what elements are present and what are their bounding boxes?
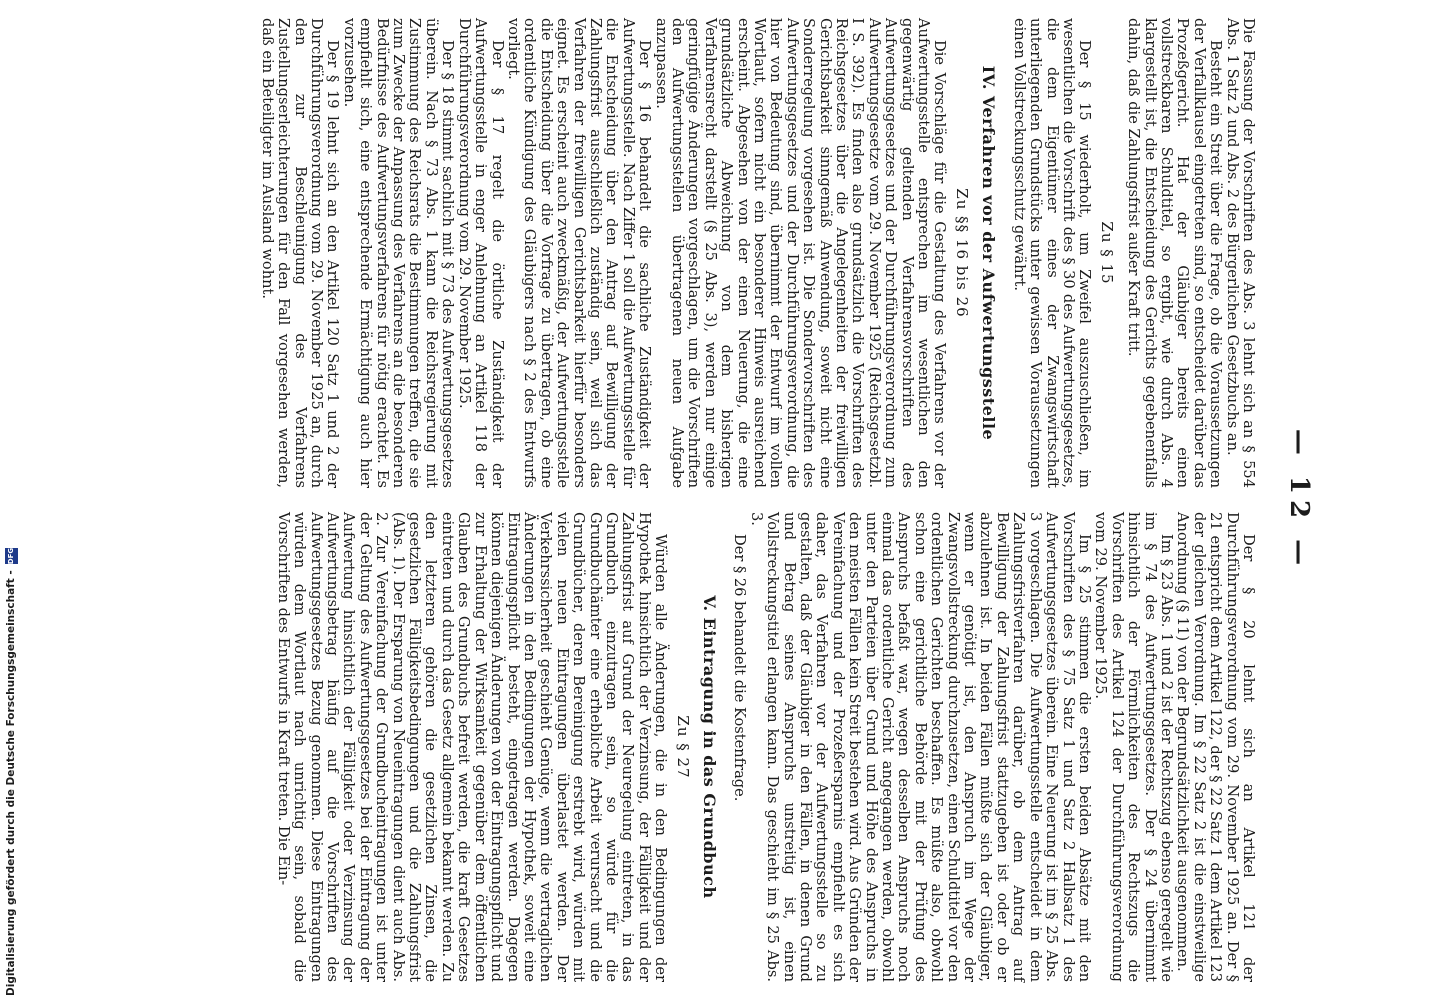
section-heading: IV. Verfahren vor der Aufwertungsstelle [979, 65, 999, 441]
section-subheading: Zu § 27 [673, 715, 692, 779]
rotated-page [117, 0, 1342, 1000]
paragraph: Die Vorschläge für die Gestaltung des Verfahrens vor der Aufwertungsstelle entsprechen im wesentlichen den gegenwärtig geltenden Verfahrensvorschriften des Aufwertungsgesetzes und der Durchführungsverordnung zum Aufwertungsgesetze vom 29. November 1925 (Reichsgesetzbl. I S. 392). Es finden also grundsätzlich die Vorschriften des Reichsgesetzes über die Angelegenheiten der freiwilligen Gerichtsbarkeit sinngemäß Anwendung, soweit nicht eine Sonderregelung vorgesehen ist. Die Sondervorschriften des Aufwertungsgesetzes und der Durchführungsverordnung, die hier von Bedeutung sind, übernimmt der Entwurf im vollen Wortlaut, sofern nicht ein besonderer Hinweis ausreichend erscheint. Abgesehen von der einen Neuerung, die eine grundsätzliche Abweichung von dem bisherigen Verfahrensrecht darstellt (§ 25 Abs. 3), werden nur einige geringfügige Änderungen vorgeschlagen, um die Vorschriften den Aufwertungsstellen übertragenen neuen Aufgabe anzupassen. [652, 18, 949, 488]
digitization-footer [0, 0, 22, 1000]
paragraph: Der § 20 lehnt sich an Artikel 121 der Durchführungsverordnung vom 29. November 1925 an. Der § 21 entspricht dem Artikel 122, der § 22 Satz 1 dem Artikel 123 der gleichen Verordnung. Im § 22 Satz 2 ist die einstweilige Anordnung (§ 11) von der Begrundsätzlichkeit ausgenommen. [1174, 512, 1257, 982]
left-column [258, 18, 1256, 488]
paragraph: Der § 18 stimmt sachlich mit § 73 des Aufwertungsgesetzes überein. Nach § 73 Abs. 1 kann die Reichsregierung mit Zustimmung des Reichsrats die Bestimmungen treffen, die sie zum Zwecke der Anpassung des Verfahrens an die besonderen Bedürfnisse des Aufwertungsverfahrens für nötig erachtet. Es empfiehlt sich, eine entsprechende Ermächtigung auch hier vorzusehen. [340, 18, 457, 488]
page-number: — 12 — [1284, 428, 1314, 572]
paragraph: Der § 19 lehnt sich an den Artikel 120 Satz 1 und 2 der Durchführungsverordnung vom 29. November 1925 an, durch den zur Beschleunigung des Verfahrens Zustellungserleichterungen für den Fall vorgesehen werden, daß ein Beteiligter im Ausland wohnt. [258, 18, 342, 488]
dfg-logo: DFG [5, 548, 18, 564]
paragraph: Der § 26 behandelt die Kostenfrage. [731, 534, 749, 802]
section-subheading: Zu §§ 16 bis 26 [952, 188, 971, 318]
paragraph: Im § 25 stimmen die ersten beiden Absätze mit den Vorschriften des § 75 Satz 1 und Satz 2 Halbsatz 1 des Aufwertungsgesetzes überein. Eine Neuerung ist im § 25 Abs. 3 vorgeschlagen. Die Aufwertungsstelle entscheidet in dem Zahlungsfristverfahren darüber, ob dem Antrag auf Bewilligung der Zahlungsfrist stattzugeben ist oder ob er abzulehnen ist. In beiden Fällen müßte sich der Gläubiger, wenn er genötigt ist, den Anspruch im Wege der Zwangsvollstreckung durchzusetzen, einen Schuldtitel vor den ordentlichen Gerichten beschaffen. Es müßte also, obwohl schon eine gerichtliche Behörde mit der Prüfung des Anspruchs befaßt war, wegen desselben Anspruchs noch einmal das ordentliche Gericht angegangen werden, obwohl unter den Parteien über Grund und Höhe des Anspruchs in den meisten Fällen kein Streit bestehen wird. Aus Gründen der Vereinfachung und der Prozeßersparnis empfiehlt es sich daher, das Verfahren vor der Aufwertungsstelle so zu gestalten, daß der Gläubiger in den Fällen, in denen Grund und Betrag seines Anspruchs unstreitig ist, einen Vollstreckungstitel erlangen kann. Das geschieht im § 25 Abs. 3. [747, 512, 1093, 982]
paragraph: Der § 15 wiederholt, um Zweifel auszuschließen, im wesentlichen die Vorschrift des § 30 des Aufwertungsgesetzes, die dem Eigentümer eines der Zwangswirtschaft unterliegenden Grundstücks unter gewissen Voraussetzungen einen Vollstreckungsschutz gewährt. [1010, 18, 1094, 488]
paragraph: Würden alle Änderungen, die in den Bedingungen der Hypothek hinsichtlich der Verzinsung, der Fälligkeit und der Zahlungsfrist auf Grund der Neuregelung eintreten, in das Grundbuch einzutragen sein, so würde für die Grundbuchämter eine erhebliche Arbeit verursacht und die Grundbücher, deren Bereinigung erstrebt wird, würden mit vielen neuen Eintragungen überlastet werden. Der Verkehrssicherheit geschieht Genüge, wenn die vertraglichen Änderungen in den Bedingungen der Hypothek, soweit eine Eintragungspflicht besteht, eingetragen werden. Dagegen können diejenigen Änderungen von der Eintragungspflicht und zur Erhaltung der Wirksamkeit gegenüber dem öffentlichen Glauben des Grundbuchs befreit werden, die kraft Gesetzes eintreten und durch das Gesetz allgemein bekannt werden. Zu den letzteren gehören die gesetzlichen Zinsen, die gesetzlichen Fälligkeitsbedingungen und die Zahlungsfrist (Abs. 1). Der Ersparung von Neueintragungen dient auch Abs. 2. Zur Vereinfachung der Grundbucheintragungen ist unter der Geltung des Aufwertungsgesetzes bei der Eintragung der Aufwertung hinsichtlich der Fälligkeit oder Verzinsung der Aufwertungsbetrag häufig auf die Vorschriften des Aufwertungsgesetzes Bezug genommen. Diese Eintragungen würden dem Wortlaut nach unrichtig sein, sobald die Vorschriften des Entwurfs in Kraft treten. Die Ein- [274, 512, 670, 982]
paragraph: Im § 23 Abs. 1 und 2 ist der Rechtszug ebenso geregelt wie im § 74 des Aufwertungsgesetzes. Der § 24 übernimmt hinsichtlich der Förmlichkeiten des Rechtszugs die Vorschriften des Artikel 124 der Durchführungsverordnung vom 29. November 1925. [1092, 512, 1175, 982]
paragraph: Der § 17 regelt die örtliche Zuständigkeit der Aufwertungsstelle in enger Anlehnung an Artikel 118 der Durchführungsverordnung vom 29. November 1925. [455, 18, 506, 488]
section-heading: V. Eintragung in das Grundbuch [700, 595, 719, 899]
footer-text: Digitalisierung gefördert durch die Deutsche Forschungsgemeinschaft - [5, 570, 17, 996]
section-subheading: Zu § 15 [1097, 221, 1116, 285]
paragraph: Besteht ein Streit über die Frage, ob die Voraussetzungen der Verfallklausel eingetreten sind, so entscheidet darüber das Prozeßgericht. Hat der Gläubiger bereits einen vollstreckbaren Schuldtitel, so ergibt, wie durch Abs. 4 klargestellt ist, die Entscheidung des Gerichts gegebenenfalls dahin, daß die Zahlungsfrist außer Kraft tritt. [1125, 18, 1225, 488]
paragraph: Die Fassung der Vorschriften des Abs. 3 lehnt sich an § 554 Abs. 1 Satz 2 und Abs. 2 des Bürgerlichen Gesetzbuchs an. [1223, 18, 1257, 488]
paragraph: Der § 16 behandelt die sachliche Zuständigkeit der Aufwertungsstelle. Nach Ziffer 1 soll die Aufwertungsstelle für die Entscheidung über den Antrag auf Bewilligung der Zahlungsfrist ausschließlich zuständig sein, weil sich das Verfahren der freiwilligen Gerichtsbarkeit hierfür besonders eignet. Es erscheint auch zweckmäßig, der Aufwertungsstelle die Entscheidung über die Vorfrage zu übertragen, ob eine ordentliche Kündigung des Gläubigers nach § 2 des Entwurfs vorliegt. [504, 18, 654, 488]
right-column [274, 512, 1256, 982]
